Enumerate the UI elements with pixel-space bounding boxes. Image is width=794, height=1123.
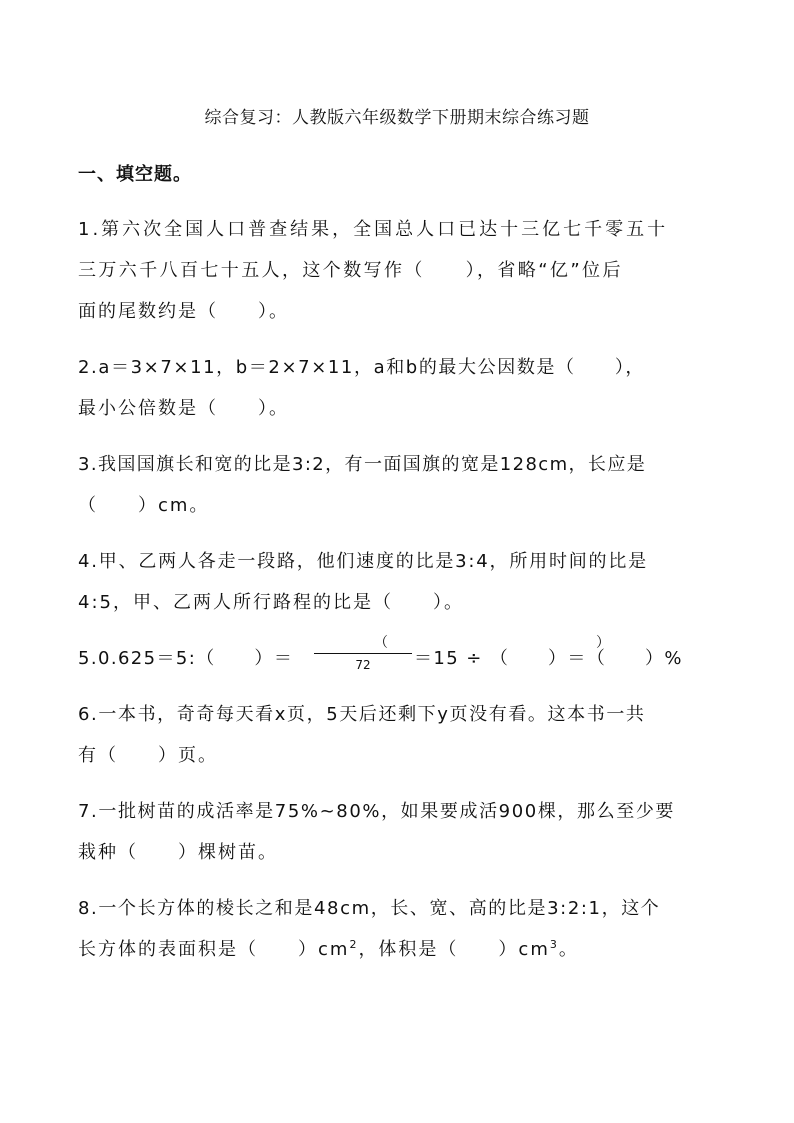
- question-5-part-1: 5.0.625＝5:（ ）＝: [78, 648, 294, 669]
- question-2-line-1: 2.a＝3×7×11，b＝2×7×11，a和b的最大公因数是（ ），: [78, 357, 646, 378]
- question-8-text-a: 长方体的表面积是（ ）cm: [78, 939, 350, 960]
- question-4-line-2: 4:5，甲、乙两人所行路程的比是（ ）。: [78, 592, 464, 613]
- page-title: 综合复习：人教版六年级数学下册期末综合练习题: [204, 108, 590, 128]
- question-2-line-2: 最小公倍数是（ ）。: [78, 398, 289, 419]
- question-7-line-2: 栽种（ ）棵树苗。: [78, 842, 278, 863]
- section-heading: 一、填空题。: [78, 164, 192, 185]
- question-5-part-2: ＝15 ÷ （ ）＝（ ）%: [414, 648, 683, 669]
- question-5: [78, 628, 728, 680]
- question-4-line-1: 4.甲、乙两人各走一段路，他们速度的比是3:4，所用时间的比是: [78, 551, 648, 572]
- question-8-text-b: ，体积是（ ）cm: [358, 939, 550, 960]
- question-1-line-1: 1.第六次全国人口普查结果，全国总人口已达十三亿七千零五十: [78, 219, 669, 240]
- question-7-line-1: 7.一批树苗的成活率是75%~80%，如果要成活900棵，那么至少要: [78, 801, 676, 822]
- question-8-line-2: [78, 935, 718, 961]
- fraction-denominator: 72: [355, 658, 371, 672]
- fraction-bar: [314, 653, 412, 654]
- question-3-line-1: 3.我国国旗长和宽的比是3:2，有一面国旗的宽是128cm，长应是: [78, 454, 647, 475]
- question-8-text-c: 。: [558, 939, 579, 960]
- fraction-numerator: （ ）: [374, 635, 670, 651]
- superscript-3: 3: [549, 938, 559, 951]
- question-3-line-2: （ ）cm。: [78, 495, 210, 516]
- question-6-line-1: 6.一本书，奇奇每天看x页，5天后还剩下y页没有看。这本书一共: [78, 704, 646, 725]
- question-1-line-2: 三万六千八百七十五人，这个数写作（ ），省略“亿”位后: [78, 260, 623, 281]
- question-1-line-3: 面的尾数约是（ ）。: [78, 301, 289, 322]
- superscript-2: 2: [349, 938, 359, 951]
- question-8-line-1: 8.一个长方体的棱长之和是48cm，长、宽、高的比是3:2:1，这个: [78, 898, 661, 919]
- question-6-line-2: 有（ ）页。: [78, 745, 218, 766]
